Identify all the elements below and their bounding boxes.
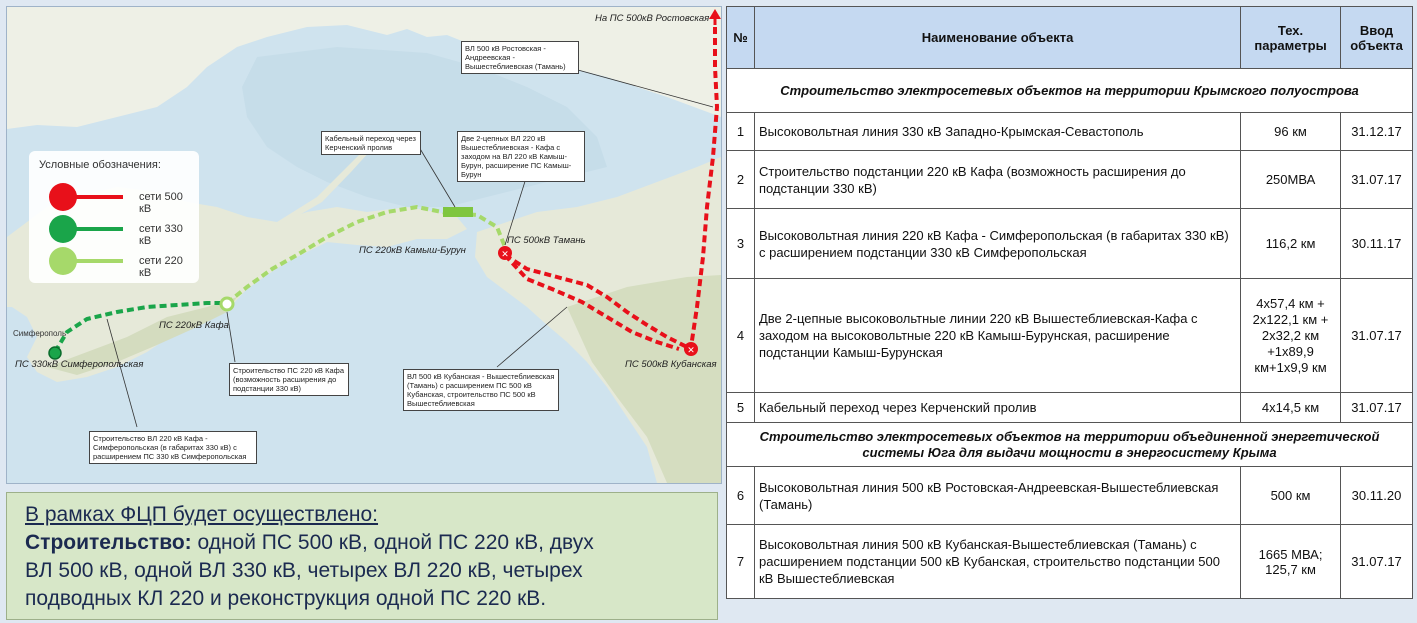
row-num: 5: [727, 393, 755, 423]
row-date: 31.07.17: [1341, 525, 1413, 599]
svg-text:✕: ✕: [687, 345, 695, 355]
label-ps-simf: ПС 330кВ Симферопольская: [15, 359, 144, 370]
row-num: 3: [727, 209, 755, 279]
table-row: [727, 113, 1413, 151]
row-params: 4х57,4 км + 2х122,1 км + 2х32,2 км +1х89,9 км+1х9,9 км: [1241, 279, 1341, 393]
legend-title: Условные обозначения:: [39, 159, 161, 171]
row-name: Высоковольтная линия 500 кВ Ростовская-Андреевская-Вышестеблиевская (Тамань): [754, 467, 1240, 525]
row-name: Кабельный переход через Керченский пролив: [754, 393, 1240, 423]
legend-dot-500: [49, 183, 77, 211]
table-row: [727, 151, 1413, 209]
callout-vl500-rostov: ВЛ 500 кВ Ростовская - Андреевская - Вышестеблиевская (Тамань): [461, 41, 579, 74]
legend-item-330: [43, 215, 193, 245]
table-row: [727, 279, 1413, 393]
legend-dot-220: [49, 247, 77, 275]
section-1: Строительство электросетевых объектов на территории Крымского полуострова: [727, 69, 1413, 113]
label-ps-rostov: На ПС 500кВ Ростовская: [595, 13, 710, 24]
row-name: Высоковольтная линия 330 кВ Западно-Крымская-Севастополь: [754, 113, 1240, 151]
header-name: Наименование объекта: [754, 7, 1240, 69]
row-date: 30.11.17: [1341, 209, 1413, 279]
row-name: Высоковольтная линия 220 кВ Кафа - Симферопольская (в габаритах 330 кВ) с расширением подстанции 330 кВ Симферопольская: [754, 209, 1240, 279]
legend-item-220: [43, 247, 193, 277]
row-params: 4х14,5 км: [1241, 393, 1341, 423]
row-name: Высоковольтная линия 500 кВ Кубанская-Вышестеблиевская (Тамань) с расширением подстанции 500 кВ Кубанская, строительство подстанции 500 кВ Вышестеблиевская: [754, 525, 1240, 599]
summary-line-2: [25, 531, 594, 555]
label-ps-kamysh: ПС 220кВ Камыш-Бурун: [359, 245, 466, 256]
summary-heading: В рамках ФЦП будет осуществлено:: [25, 503, 379, 526]
table-row: [727, 209, 1413, 279]
section-row: [727, 69, 1413, 113]
legend-label-220: сети 220 кВ: [139, 255, 183, 279]
row-num: 6: [727, 467, 755, 525]
legend-item-500: [43, 183, 193, 213]
row-name: Две 2-цепные высоковольтные линии 220 кВ Вышестеблиевская-Кафа с заходом на высоковольтные 220 кВ Камыш-Бурунская, расширение подстанции Камыш-Бурунская: [754, 279, 1240, 393]
ps-simferopol-marker: [49, 347, 61, 359]
row-num: 7: [727, 525, 755, 599]
callout-two-lines: Две 2-цепных ВЛ 220 кВ Вышестеблиевская - Кафа с заходом на ВЛ 220 кВ Камыш-Бурун, расширение ПС Камыш-Бурун: [457, 131, 585, 182]
ps-kafa-marker: [221, 298, 233, 310]
legend-label-500: сети 500 кВ: [139, 191, 183, 215]
objects-table: [726, 6, 1413, 599]
table-header: [727, 7, 1413, 69]
row-date: 31.12.17: [1341, 113, 1413, 151]
header-num: №: [727, 7, 755, 69]
label-simferopol: Симферополь: [13, 329, 67, 338]
label-ps-kuban: ПС 500кВ Кубанская: [625, 359, 717, 370]
row-date: 30.11.20: [1341, 467, 1413, 525]
summary-line-2-rest: одной ПС 500 кВ, одной ПС 220 кВ, двух: [191, 531, 594, 554]
callout-cable: Кабельный переход через Керченский пролив: [321, 131, 421, 155]
summary-line-3: ВЛ 500 кВ, одной ВЛ 330 кВ, четырех ВЛ 220 кВ, четырех: [25, 559, 583, 582]
table-row: [727, 525, 1413, 599]
row-date: 31.07.17: [1341, 151, 1413, 209]
row-params: 250МВА: [1241, 151, 1341, 209]
row-num: 4: [727, 279, 755, 393]
row-date: 31.07.17: [1341, 279, 1413, 393]
table-row: [727, 467, 1413, 525]
callout-vl500-kuban: ВЛ 500 кВ Кубанская - Вышестеблиевская (Тамань) с расширением ПС 500 кВ Кубанская, строительство ПС 500 кВ Вышестеблиевская: [403, 369, 559, 411]
summary-line-4: подводных КЛ 220 и реконструкция одной ПС 220 кВ.: [25, 587, 547, 610]
legend-dot-330: [49, 215, 77, 243]
header-date: Ввод объекта: [1341, 7, 1413, 69]
table-row: [727, 393, 1413, 423]
row-date: 31.07.17: [1341, 393, 1413, 423]
summary-bold: Строительство:: [25, 531, 192, 554]
callout-vl220-kafa: Строительство ВЛ 220 кВ Кафа - Симферопольская (в габаритах 330 кВ) с расширением ПС 330 кВ Симферопольская: [89, 431, 257, 464]
section-row: [727, 423, 1413, 467]
header-params: Тех. параметры: [1241, 7, 1341, 69]
row-num: 2: [727, 151, 755, 209]
row-params: 500 км: [1241, 467, 1341, 525]
cable-kerch: [443, 207, 473, 217]
summary-box: [6, 492, 718, 620]
legend-label-330: сети 330 кВ: [139, 223, 183, 247]
row-params: 1665 МВА; 125,7 км: [1241, 525, 1341, 599]
row-params: 96 км: [1241, 113, 1341, 151]
row-params: 116,2 км: [1241, 209, 1341, 279]
row-num: 1: [727, 113, 755, 151]
label-ps-kafa: ПС 220кВ Кафа: [159, 320, 229, 331]
svg-text:✕: ✕: [501, 249, 509, 259]
section-2: Строительство электросетевых объектов на территории объединенной энергетической системы Юга для выдачи мощности в энергосистему Крыма: [727, 423, 1413, 467]
map-legend: [29, 151, 199, 283]
label-ps-taman: ПС 500кВ Тамань: [507, 235, 586, 246]
row-name: Строительство подстанции 220 кВ Кафа (возможность расширения до подстанции 330 кВ): [754, 151, 1240, 209]
callout-kafa: Строительство ПС 220 кВ Кафа (возможность расширения до подстанции 330 кВ): [229, 363, 349, 396]
map-panel: [6, 6, 722, 484]
